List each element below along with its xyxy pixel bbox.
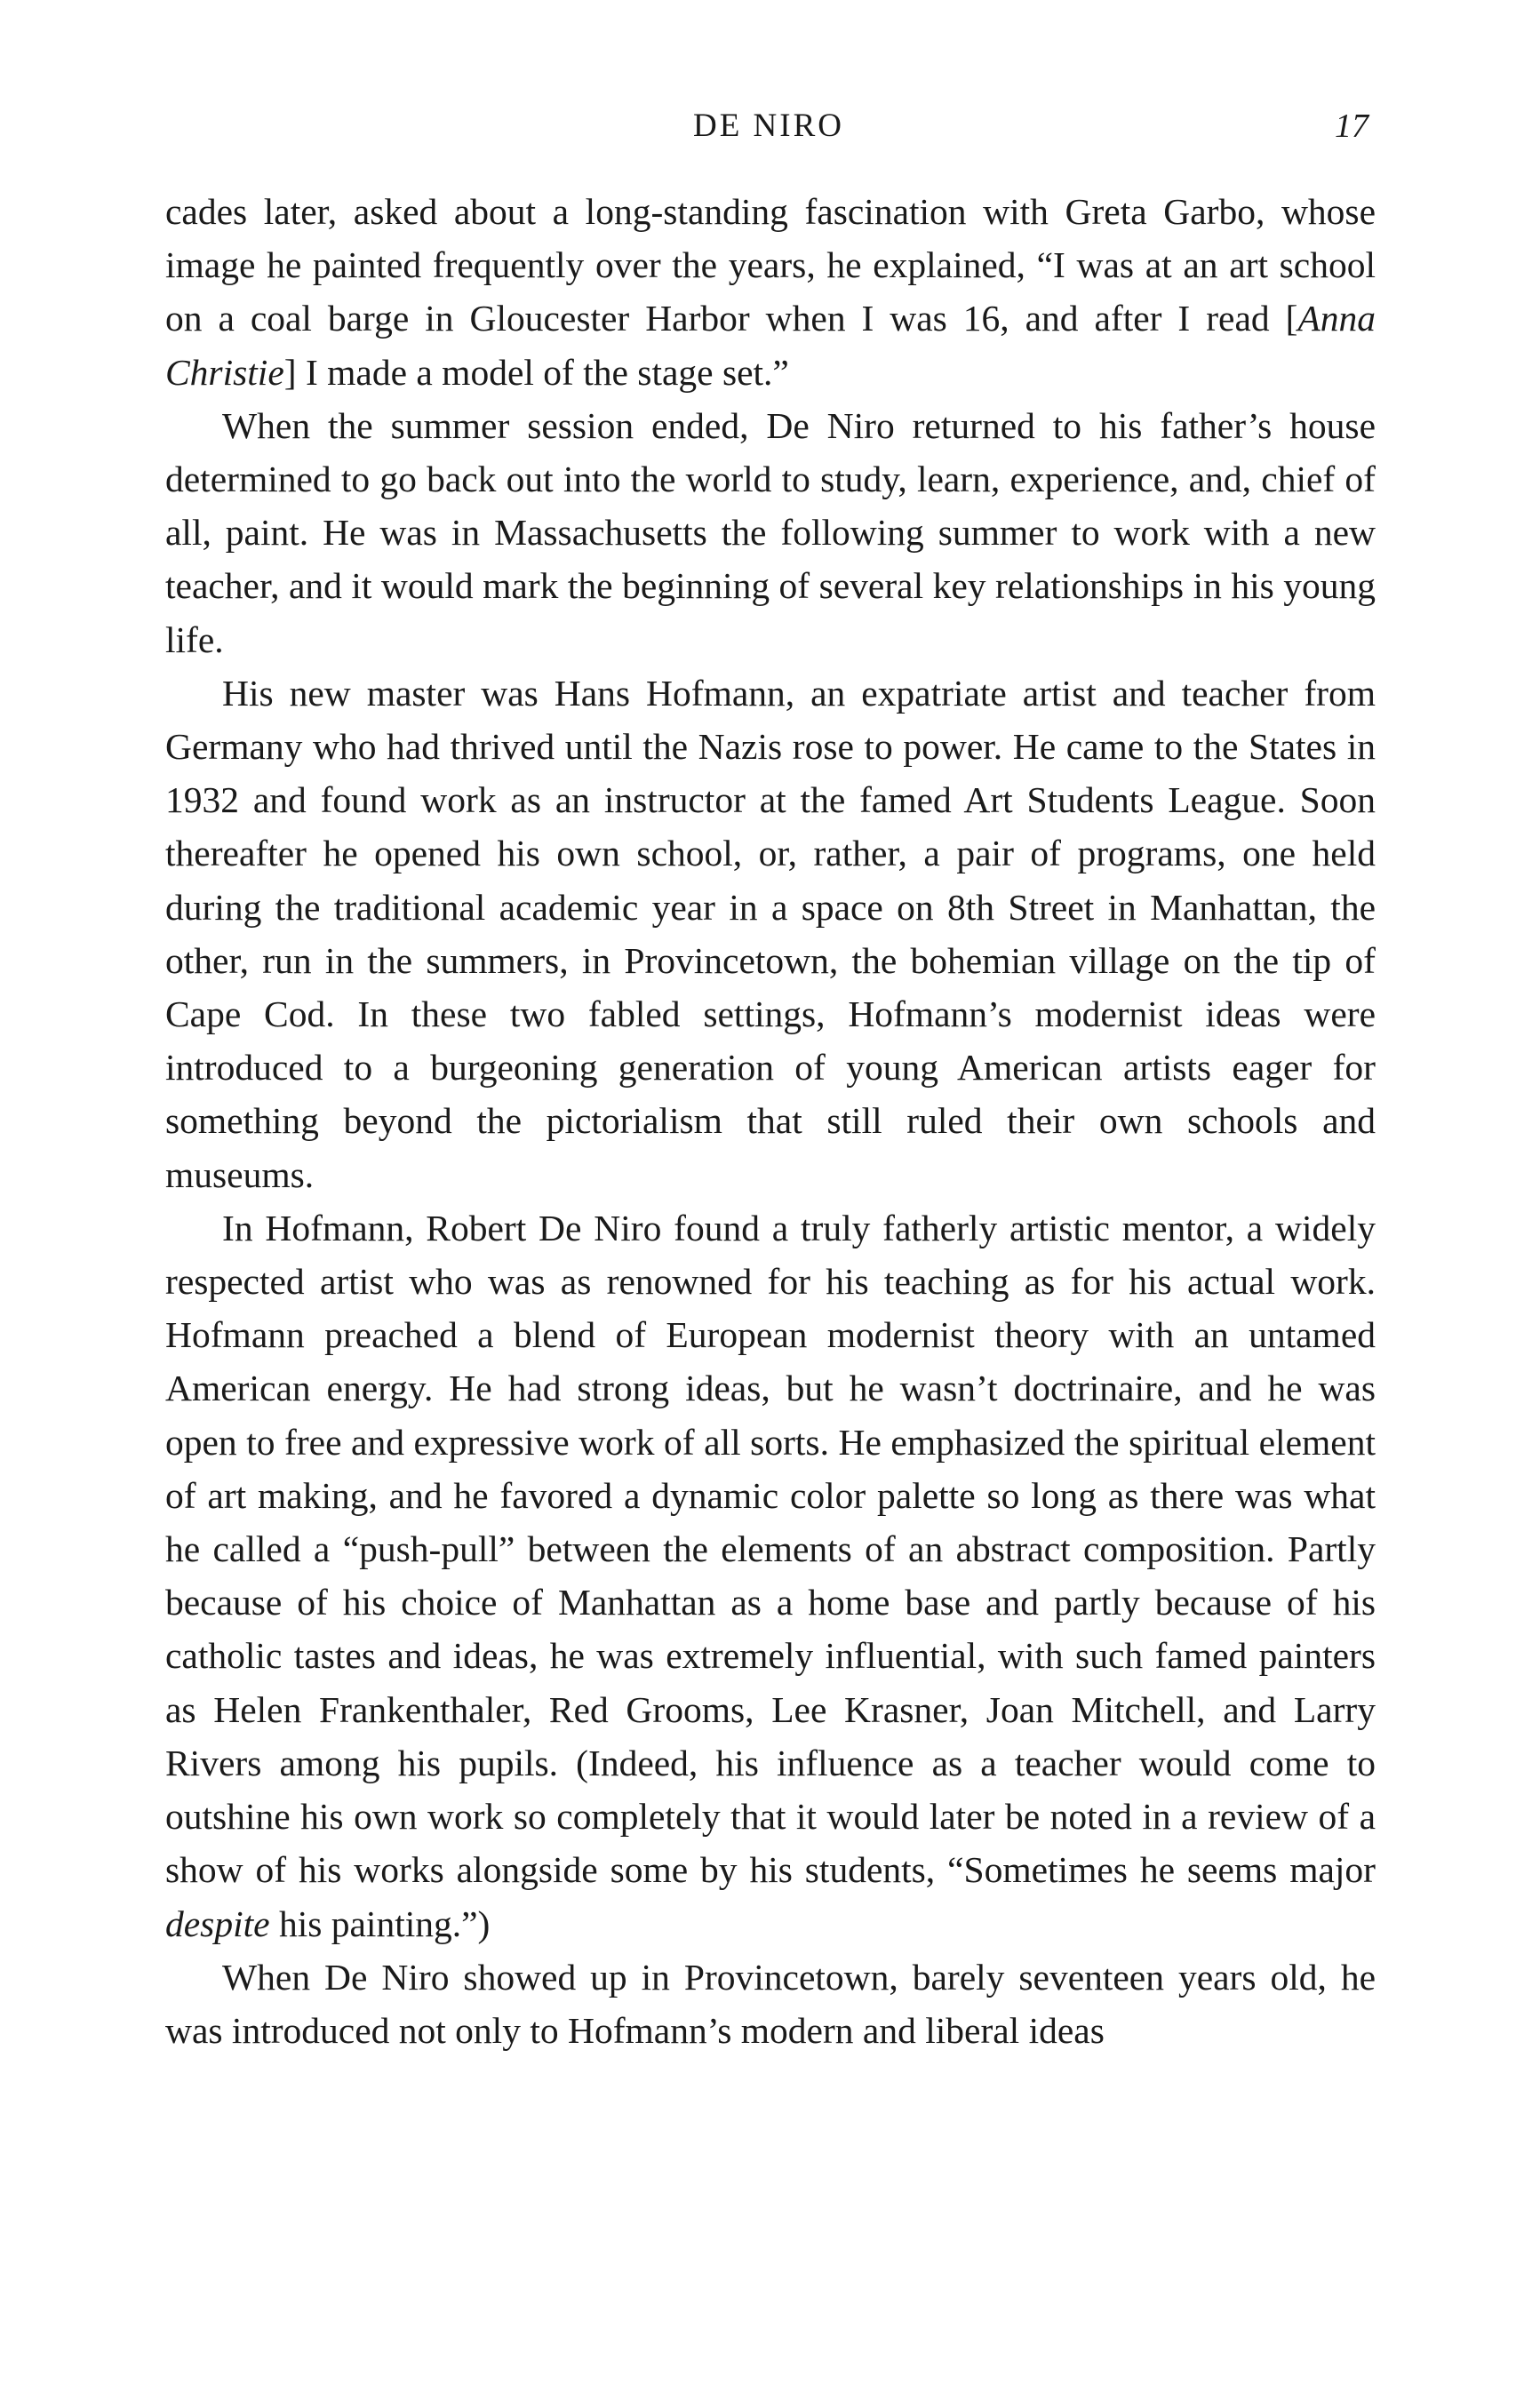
body-text [165,185,1376,2057]
paragraph-text-end: ] I made a model of the stage set.” [283,351,789,393]
paragraph [165,1950,1376,2057]
paragraph [165,1201,1376,1950]
running-head [169,100,1368,153]
italic-emphasis: despite [165,1902,270,1944]
paragraph-text: In Hofmann, Robert De Niro found a truly fatherly artistic mentor, a widely respected artist who was as renowned for his teaching as for his actual work. Hofmann preached a blend of European modernist theory with an untamed American energy. He had strong ideas, but he wasn’t doctrinaire, and he was open to free and expressive work of all sorts. He emphasized the spiritual element of art making, and he favored a dynamic color palette so long as there was what he called a “push-pull” between the elements of an abstract composition. Partly because of his choice of Manhattan as a home base and partly because of his catholic tastes and ideas, he was extremely influential, with such famed painters as Helen Frankenthaler, Red Grooms, Lee Krasner, Joan Mitchell, and Larry Rivers among his pupils. (Indeed, his influence as a teacher would come to outshine his own work so completely that it would later be noted in a review of a show of his works alongside some by his students, “Sometimes he seems major [165,1207,1376,1891]
paragraph-text: cades later, asked about a long-standing fascination with Greta Garbo, whose image he painted frequently over the years, he explained, “I was at an art school on a coal barge in Gloucester Harbor when I was 16, and after I read [ [165,191,1376,339]
paragraph-text: When the summer session ended, De Niro returned to his father’s house determined to go back out into the world to study, learn, experience, and, chief of all, paint. He was in Massachusetts the following summer to work with a new teacher, and it would mark the beginning of several key relationships in his young life. [165,404,1376,660]
italic-title: Anna Christie [165,298,1376,393]
paragraph-text-end: his painting.”) [269,1902,491,1944]
page-number: 17 [1335,108,1368,145]
paragraph [165,185,1376,399]
paragraph-text: When De Niro showed up in Provincetown, barely seventeen years old, he was introduced not only to Hofmann’s modern and liberal ideas [165,1956,1376,2051]
paragraph-text: His new master was Hans Hofmann, an expatriate artist and teacher from Germany who had thrived until the Nazis rose to power. He came to the States in 1932 and found work as an instructor at the famed Art Students League. Soon thereafter he opened his own school, or, rather, a pair of programs, one held during the traditional academic year in a space on 8th Street in Manhattan, the other, run in the summers, in Provincetown, the bohemian village on the tip of Cape Cod. In these two fabled settings, Hofmann’s modernist ideas were introduced to a burgeoning generation of young American artists eager for something beyond the pictorialism that still ruled their own schools and museums. [165,672,1376,1195]
paragraph [165,399,1376,666]
paragraph [165,666,1376,1201]
running-title: DE NIRO [692,108,844,144]
